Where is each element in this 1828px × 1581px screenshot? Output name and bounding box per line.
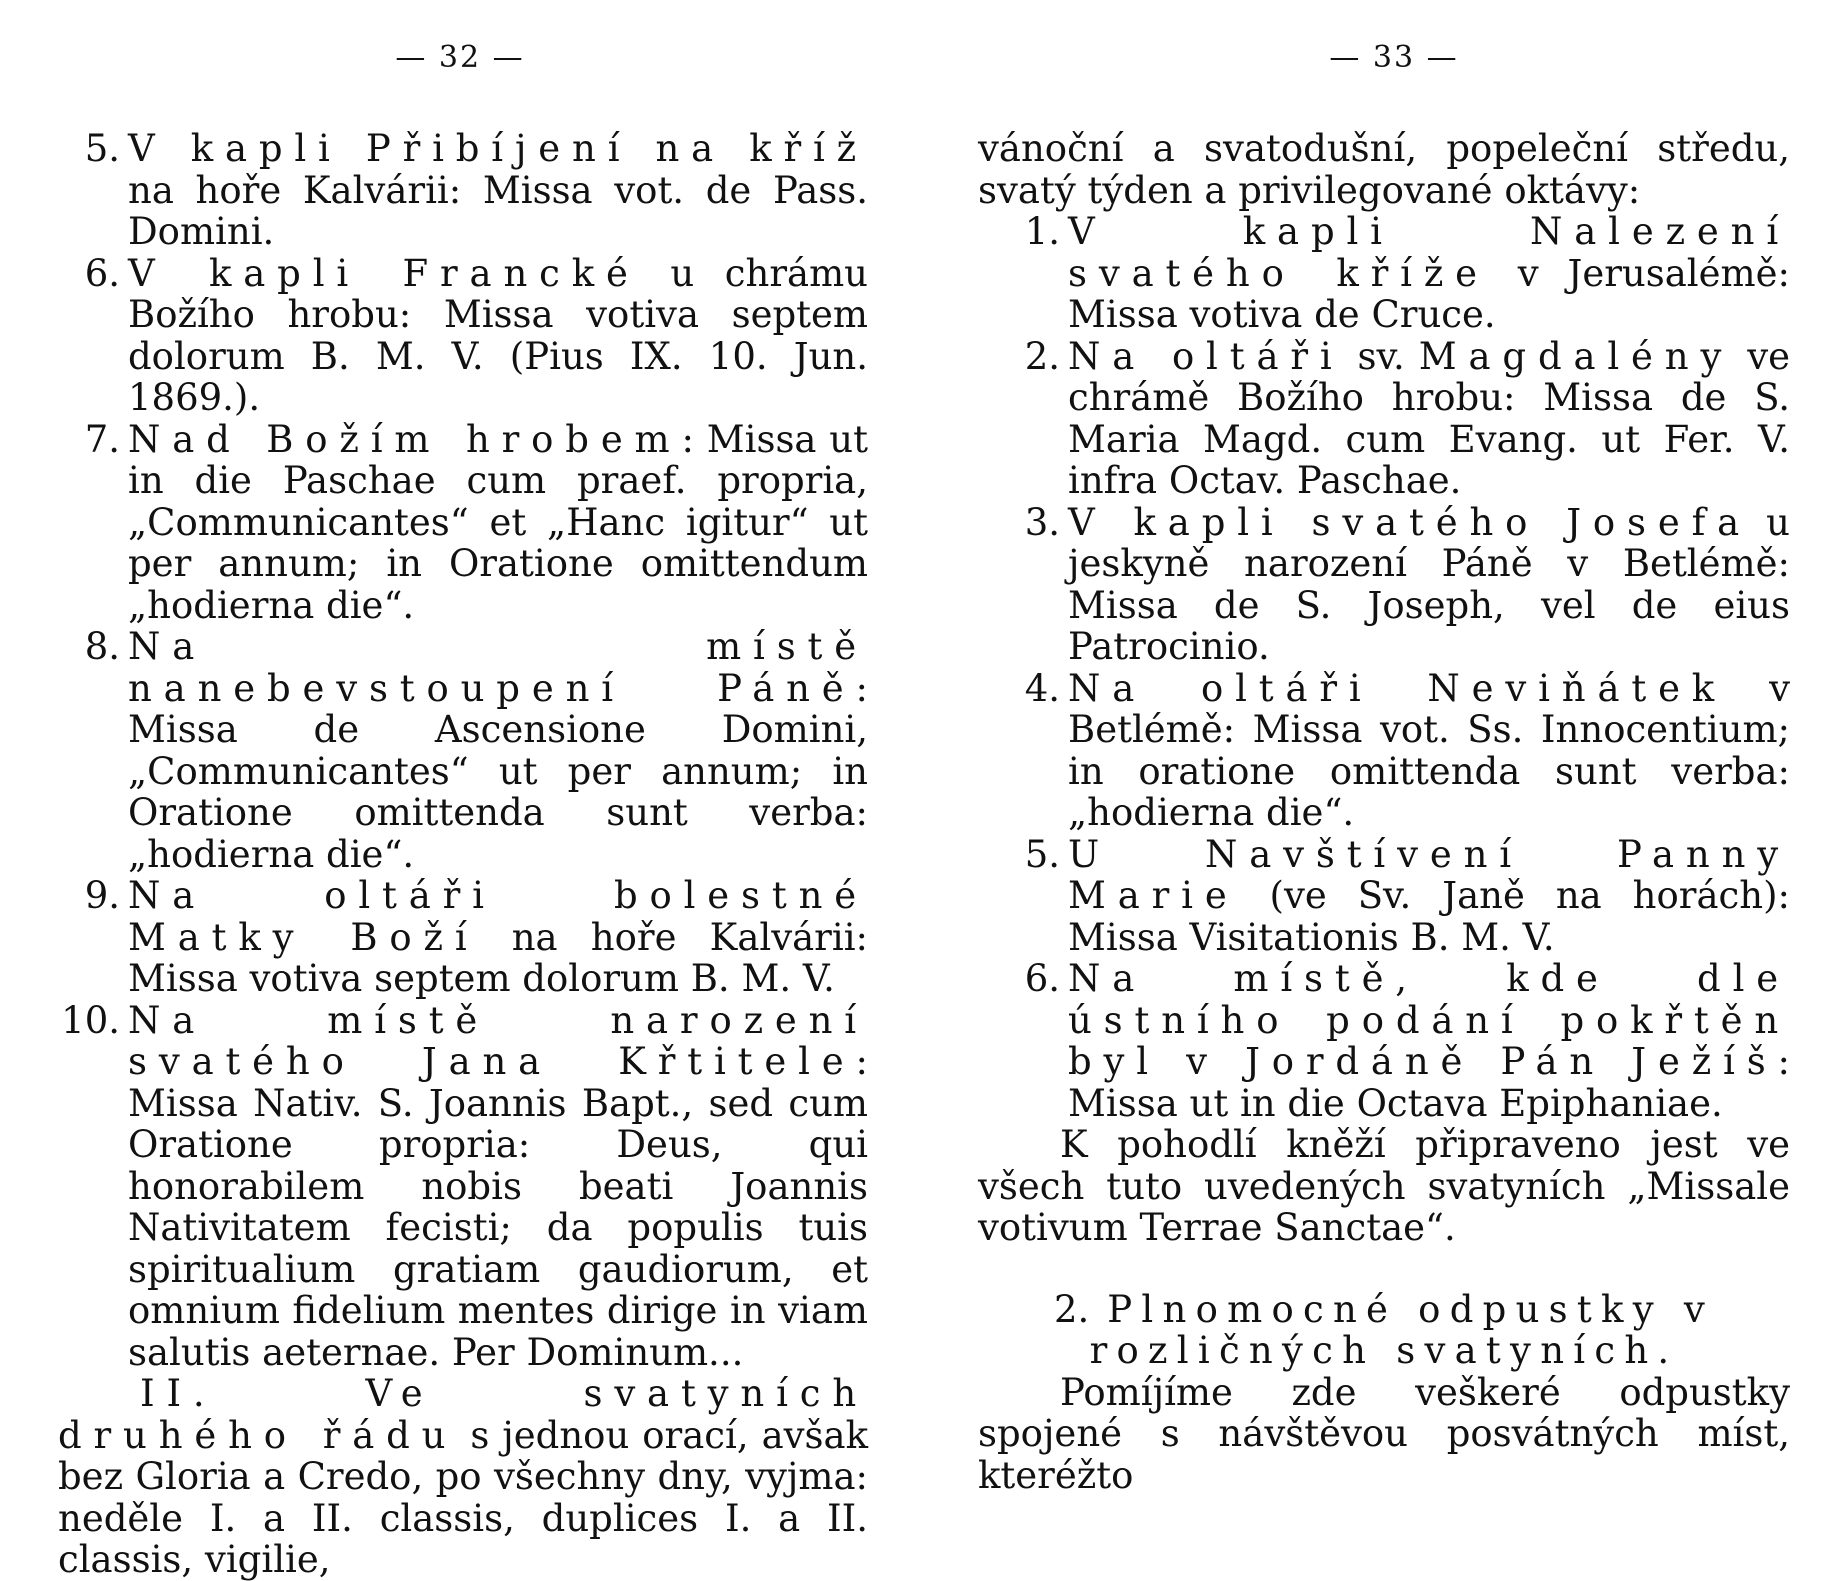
item-number: 4. [978, 668, 1068, 710]
item-body: : Missa de Ascensione Domini, „Communicantes“ ut per annum; in Oratione omittenda sunt verba: „hodierna die“. [128, 667, 868, 876]
list-item [58, 253, 868, 419]
item-number: 6. [978, 958, 1068, 1000]
list-item [58, 128, 868, 253]
spaced-title: Na místě, kde dle ústního podání pokřtěn byl v Jordáně Pán Ježíš [1068, 957, 1790, 1083]
item-number: 6. [58, 253, 128, 295]
list-item [58, 875, 868, 1000]
list-item [978, 336, 1790, 502]
item-text [128, 875, 868, 1000]
item-body: v Jerusalémě: Missa votiva de Cruce. [1068, 252, 1790, 337]
item-text [1068, 668, 1790, 834]
item-body: (ve Sv. Janě na horách): Missa Visitationis B. M. V. [1068, 874, 1790, 959]
list-item [58, 419, 868, 627]
item-number: 1. [978, 211, 1068, 253]
item-number: 8. [58, 626, 128, 668]
section-title: Plnomocné odpustky v rozličných svatyních. [1090, 1288, 1714, 1373]
item-body: v Betlémě: Missa vot. Ss. Innocentium; in oratione omittenda sunt verba: „hodierna die“. [1068, 667, 1790, 835]
left-column [58, 128, 868, 1581]
section-number: 2. [1054, 1288, 1089, 1331]
spaced-title: Na oltáři [1068, 335, 1344, 378]
right-page [914, 0, 1828, 1500]
section-heading [978, 1289, 1790, 1372]
list-item [978, 668, 1790, 834]
page-number-left: — 32 — [360, 40, 560, 75]
item-number: 9. [58, 875, 128, 917]
item-body: na hoře Kalvárii: Missa votiva septem dolorum B. M. V. [128, 916, 868, 1001]
item-text [1068, 958, 1790, 1124]
spaced-title: V kapli Přibíjení na kříž [128, 127, 868, 170]
spaced-title: U Navštívení Panny Marie [1068, 833, 1790, 918]
closing-paragraph: K pohodlí kněží připraveno jest ve všech tuto uvedených svatyních „Missale votivum Terrae Sanctae“. [978, 1124, 1790, 1249]
item-body: : Missa Nativ. S. Joannis Bapt., sed cum Oratione propria: Deus, qui honorabilem nobis beati Joannis Nativitatem fecisti; da populis tuis spiritualium gratiam gaudiorum, et omnium fidelium mentes dirige in viam salutis aeternae. Per Dominum... [128, 1040, 868, 1374]
intro-paragraph: vánoční a svatodušní, popeleční středu, svatý týden a privilegované oktávy: [978, 128, 1790, 211]
item-text [1068, 211, 1790, 336]
item-number: 10. [58, 1000, 128, 1042]
list-item [58, 626, 868, 875]
section-ii-paragraph [58, 1373, 868, 1581]
item-text [1068, 834, 1790, 959]
final-paragraph: Pomíjíme zde veškeré odpustky spojené s návštěvou posvátných míst, kteréžto [978, 1372, 1790, 1497]
item-number: 3. [978, 502, 1068, 544]
left-page [0, 0, 914, 1500]
item-body: : Missa ut in die Paschae cum praef. propria, „Communicantes“ et „Hanc igitur“ ut per annum; in Oratione omittendum „hodierna die“. [128, 418, 868, 627]
item-body-2: ve chrámě Božího hrobu: Missa de S. Maria Magd. cum Evang. ut Fer. V. infra Octav. Paschae. [1068, 335, 1790, 503]
list-item [978, 958, 1790, 1124]
item-text [128, 253, 868, 419]
spaced-title: V kapli Nalezení svatého kříže [1068, 210, 1790, 295]
spaced-title: Na místě narození svatého Jana Křtitele [128, 999, 868, 1084]
section-ii-title: II. Ve svatyních druhého řádu [58, 1372, 868, 1457]
item-body: sv. [1344, 335, 1419, 378]
item-body: na hoře Kalvárii: Missa vot. de Pass. Domini. [128, 169, 868, 254]
list-item [978, 502, 1790, 668]
right-column [978, 128, 1790, 1496]
item-text [128, 419, 868, 627]
spaced-title: V kapli svatého Josefa [1068, 501, 1751, 544]
item-body: : Missa ut in die Octava Epiphaniae. [1068, 1040, 1790, 1125]
spaced-title: V kapli Francké [128, 252, 640, 295]
page-number-right: — 33 — [1294, 40, 1494, 75]
spaced-title: Na oltáři bolestné Matky Boží [128, 874, 868, 959]
item-number: 5. [58, 128, 128, 170]
list-item [978, 834, 1790, 959]
spaced-title: Na místě nanebevstoupení Páně [128, 625, 868, 710]
spaced-title-2: Magdalény [1419, 335, 1733, 378]
spaced-title: Nad Božím hrobem [128, 418, 681, 461]
item-text [128, 626, 868, 875]
list-item [978, 211, 1790, 336]
item-number: 5. [978, 834, 1068, 876]
list-item [58, 1000, 868, 1374]
item-number: 2. [978, 336, 1068, 378]
item-text [128, 128, 868, 253]
item-body: u chrámu Božího hrobu: Missa votiva septem dolorum B. M. V. (Pius IX. 10. Jun. 1869.). [128, 252, 868, 420]
item-text [1068, 502, 1790, 668]
item-body: u jeskyně narození Páně v Betlémě: Missa de S. Joseph, vel de eius Patrocinio. [1068, 501, 1790, 669]
item-text [1068, 336, 1790, 502]
spaced-title: Na oltáři Neviňátek [1068, 667, 1726, 710]
item-number: 7. [58, 419, 128, 461]
item-text [128, 1000, 868, 1374]
section-ii-body: s jednou orací, avšak bez Gloria a Credo, po všechny dny, vyjma: neděle I. a II. classis, duplices I. a II. classis, vigilie, [58, 1414, 868, 1581]
